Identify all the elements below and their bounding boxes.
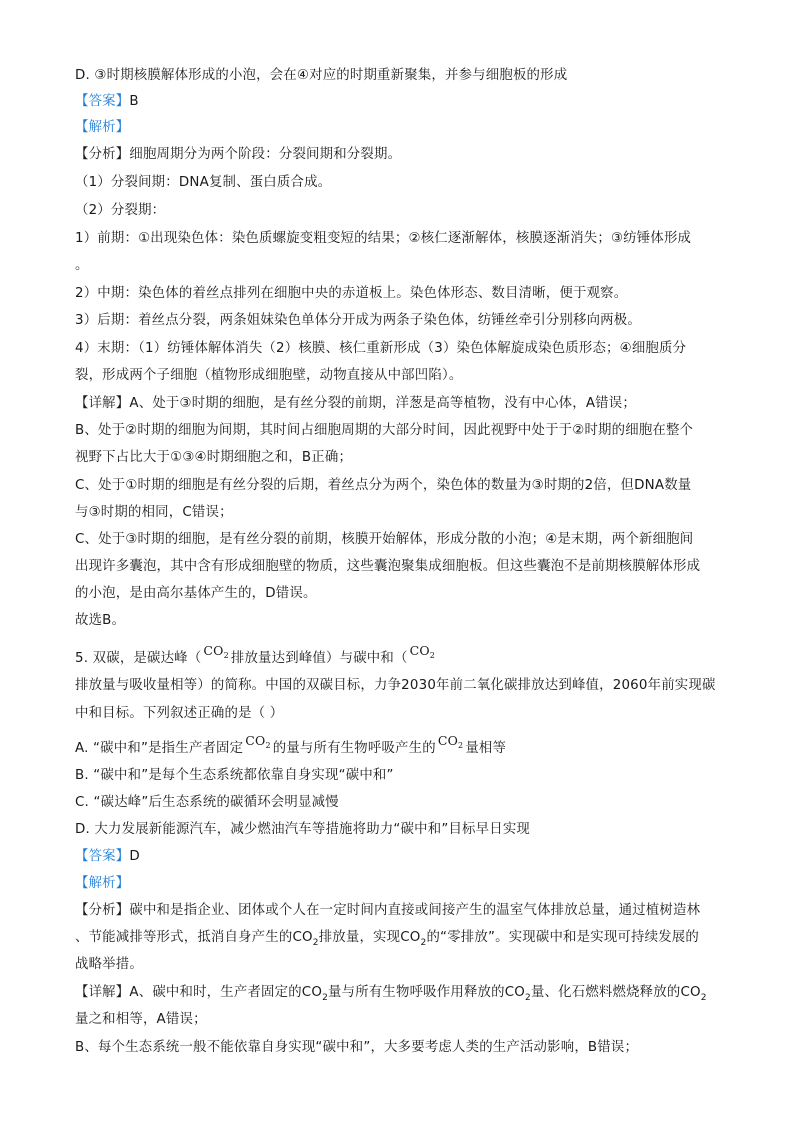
- analysis-summary: 【分析】细胞周期分为两个阶段：分裂间期和分裂期。: [75, 147, 402, 162]
- detail-d-3: 的小泡，是由高尔基体产生的，D错误。: [75, 586, 317, 601]
- q5-analysis-3: 战略举措。: [75, 957, 143, 972]
- conclusion: 故选B。: [75, 613, 126, 628]
- q5-detail-a-1: 【详解】A、碳中和时，生产者固定的$CO_2$量与所有生物呼吸作用释放的$CO_2$量、化石燃料燃烧释放的$CO_2$: [75, 985, 707, 1003]
- prophase-line-cont: 。: [75, 258, 89, 273]
- q5-stem-line-1: [75, 643, 734, 670]
- detail-b-2: 视野下占比大于①③④时期细胞之和，B正确；: [75, 450, 353, 465]
- q5-stem-line-2: 排放量与吸收量相等）的简称。中国的双碳目标，力争2030年前二氧化碳排放达到峰值，2060年前实现碳: [75, 678, 716, 693]
- co2-formula: $CO_2$: [437, 733, 464, 750]
- metaphase-line: 2）中期：染色体的着丝点排列在细胞中央的赤道板上。染色体形态、数目清晰，便于观察。: [75, 286, 628, 301]
- detail-a: 【详解】A、处于③时期的细胞，是有丝分裂的前期，洋葱是高等植物，没有中心体，A错误；: [75, 396, 636, 411]
- option-d-text: D. ③时期核膜解体形成的小泡，会在④对应的时期重新聚集，并参与细胞板的形成: [75, 68, 568, 83]
- q5-option-c: C. “碳达峰”后生态系统的碳循环会明显减慢: [75, 795, 339, 810]
- co2-formula: $CO_2$: [409, 643, 436, 660]
- q5-option-a: A. “碳中和”是指生产者固定$CO_2$ 的量与所有生物呼吸产生的$CO_2$ 量相等: [75, 733, 507, 756]
- q5-stem-b: 排放量达到峰值）与碳中和（: [230, 651, 408, 666]
- detail-d-2: 出现许多囊泡，其中含有形成细胞壁的物质，这些囊泡聚集成细胞板。但这些囊泡不是前期核膜解体形成: [75, 559, 701, 574]
- answer-value: D: [129, 849, 140, 864]
- answer-label: 【答案】: [75, 94, 130, 109]
- anaphase-line: 3）后期：着丝点分裂，两条姐妹染色单体分开成为两条子染色体，纺锤丝牵引分别移向两极。: [75, 313, 641, 328]
- telophase-line: 4）末期：（1）纺锤体解体消失（2）核膜、核仁重新形成（3）染色体解旋成染色质形态；④细胞质分: [75, 341, 687, 356]
- telophase-line-cont: 裂，形成两个子细胞（植物形成细胞壁，动物直接从中部凹陷）。: [75, 368, 463, 383]
- co2-formula: $CO_2$: [245, 733, 271, 750]
- q5-analysis-1: 【分析】碳中和是指企业、团体或个人在一定时间内直接或间接产生的温室气体排放总量，通过植树造林: [75, 903, 701, 918]
- q5-detail-b: B、每个生态系统一般不能依靠自身实现“碳中和”，大多要考虑人类的生产活动影响，B错误；: [75, 1040, 639, 1055]
- q5-detail-a-2: 量之和相等，A错误；: [75, 1012, 207, 1027]
- q5-analysis-2: 、节能减排等形式，抵消自身产生的$CO_2$排放量，实现$CO_2$的“零排放”。实现碳中和是实现可持续发展的: [75, 930, 699, 948]
- co2-formula: $CO_2$: [203, 643, 229, 660]
- analysis-label: 【解析】: [75, 120, 130, 135]
- detail-d-1: C、处于③时期的细胞，是有丝分裂的前期，核膜开始解体，形成分散的小泡；④是末期，两个新细胞间: [75, 532, 694, 547]
- detail-b-1: B、处于②时期的细胞为间期，其时间占细胞周期的大部分时间，因此视野中处于于②时期的细胞在整个: [75, 423, 694, 438]
- detail-c-1: C、处于①时期的细胞是有丝分裂的后期，着丝点分为两个，染色体的数量为③时期的2倍，但DNA数量: [75, 478, 692, 493]
- interphase-line: （1）分裂间期：DNA复制、蛋白质合成。: [75, 175, 332, 190]
- detail-c-2: 与③时期的相同，C错误；: [75, 505, 233, 520]
- answer-value: B: [129, 94, 139, 109]
- q5-option-b: B. “碳中和”是每个生态系统都依靠自身实现“碳中和”: [75, 768, 394, 783]
- q5-stem-a: 5. 双碳，是碳达峰（: [75, 651, 202, 666]
- division-phase-line: （2）分裂期：: [75, 203, 166, 218]
- q5-option-d: D. 大力发展新能源汽车，减少燃油汽车等措施将助力“碳中和”目标早日实现: [75, 822, 531, 837]
- answer-line: [75, 92, 734, 112]
- q5-stem-line-3: 中和目标。下列叙述正确的是（ ）: [75, 706, 284, 721]
- answer-label: 【答案】: [75, 849, 130, 864]
- q5-analysis-label: 【解析】: [75, 876, 130, 891]
- q5-answer-line: [75, 847, 734, 867]
- prophase-line: 1）前期：①出现染色体：染色质螺旋变粗变短的结果；②核仁逐渐解体，核膜逐渐消失；③纺锤体形成: [75, 231, 692, 246]
